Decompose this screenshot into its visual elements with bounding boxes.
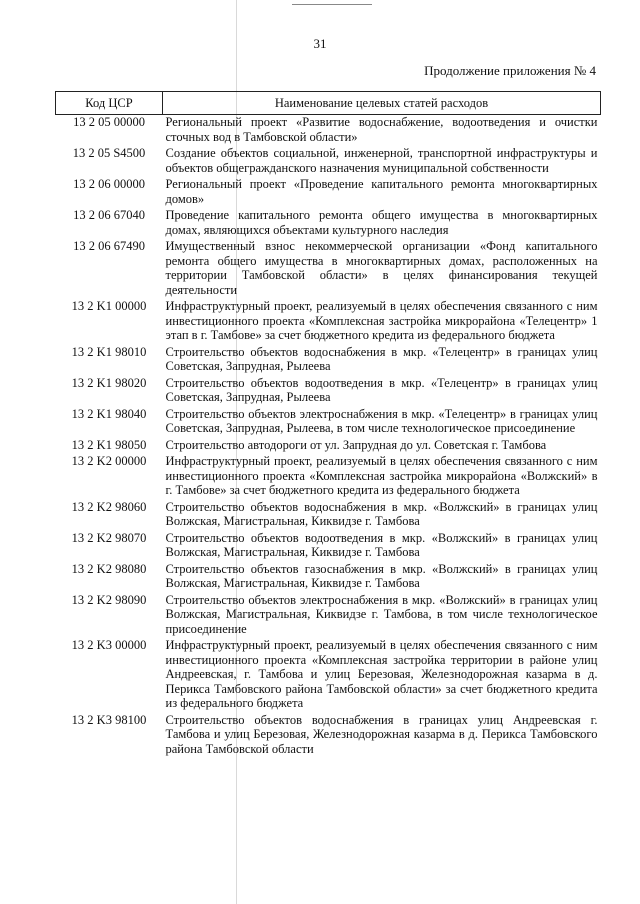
row-code: 13 2 K1 98050 bbox=[71, 437, 147, 452]
row-code: 13 2 K1 98040 bbox=[71, 406, 147, 421]
table-row bbox=[56, 593, 601, 639]
row-name: Строительство объектов электроснабжения в мкр. «Волжский» в границах улиц Волжская, Магистральная, Киквидзе г. Тамбова, в том числе технологическое присоединение bbox=[165, 592, 598, 636]
row-code: 13 2 06 00000 bbox=[73, 177, 145, 191]
row-name: Строительство объектов электроснабжения в мкр. «Телецентр» в границах улиц Советская, Запрудная, Рылеева, в том числе технологическое присоединение bbox=[165, 406, 598, 435]
row-name: Региональный проект «Развитие водоснабжение, водоотведения и очистки сточных вод в Тамбовской области» bbox=[165, 115, 598, 144]
page-number: 31 bbox=[313, 36, 327, 51]
table-row bbox=[56, 376, 601, 407]
row-code: 13 2 K2 00000 bbox=[71, 454, 147, 468]
row-code: 13 2 K1 00000 bbox=[71, 299, 147, 313]
table-row bbox=[56, 500, 601, 531]
row-name: Строительство объектов водоснабжения в мкр. «Волжский» в границах улиц Волжская, Магистральная, Киквидзе г. Тамбова bbox=[165, 499, 598, 528]
table-row bbox=[56, 239, 601, 299]
row-code: 13 2 K1 98010 bbox=[71, 344, 147, 359]
row-code: 13 2 06 67490 bbox=[73, 239, 145, 253]
row-name: Строительство автодороги от ул. Запрудная до ул. Советская г. Тамбова bbox=[165, 437, 547, 452]
row-name: Инфраструктурный проект, реализуемый в целях обеспечения связанного с ним инвестиционного проекта «Комплексная застройка микрорайона «Волжский» в г. Тамбове» за счет бюджетного кредита из федерального бюджета bbox=[165, 454, 598, 497]
row-code: 13 2 K2 98080 bbox=[71, 561, 147, 576]
row-code: 13 2 K1 98020 bbox=[71, 375, 147, 390]
row-name: Строительство объектов водоснабжения в мкр. «Телецентр» в границах улиц Советская, Запрудная, Рылеева bbox=[165, 344, 598, 373]
top-edge-line bbox=[292, 4, 372, 5]
row-code: 13 2 K3 00000 bbox=[71, 638, 147, 652]
row-name: Инфраструктурный проект, реализуемый в целях обеспечения связанного с ним инвестиционного проекта «Комплексная застройка территории в районе улиц Андреевская, г. Тамбова и улиц Березовая, Железнодорожная казарма в д. Перикса Тамбовского района Тамбовской области» за счет бюджетного кредита из федерального бюджета bbox=[165, 638, 598, 710]
table-row bbox=[56, 438, 601, 455]
row-name: Создание объектов социальной, инженерной, транспортной инфраструктуры и объектов общегражданского назначения муниципальной собственности bbox=[165, 146, 598, 175]
table-row bbox=[56, 713, 601, 759]
table-header-row bbox=[56, 92, 601, 115]
row-name: Строительство объектов водоотведения в мкр. «Волжский» в границах улиц Волжская, Магистральная, Киквидзе г. Тамбова bbox=[165, 530, 598, 559]
budget-items-table bbox=[55, 91, 601, 758]
row-name: Строительство объектов водоотведения в мкр. «Телецентр» в границах улиц Советская, Запрудная, Рылеева bbox=[165, 375, 598, 404]
row-code: 13 2 05 S4500 bbox=[72, 146, 146, 160]
table-body bbox=[56, 115, 601, 759]
table-row bbox=[56, 208, 601, 239]
row-code: 13 2 06 67040 bbox=[73, 208, 145, 222]
table-row bbox=[56, 562, 601, 593]
table-row bbox=[56, 454, 601, 500]
row-name: Строительство объектов газоснабжения в мкр. «Волжский» в границах улиц Волжская, Магистральная, Киквидзе г. Тамбова bbox=[165, 561, 598, 590]
row-name: Строительство объектов водоснабжения в границах улиц Андреевская г. Тамбова и улиц Березовая, Железнодорожная казарма в д. Перикса Тамбовского района Тамбовской области bbox=[165, 712, 598, 756]
table-row bbox=[56, 115, 601, 147]
table-row bbox=[56, 407, 601, 438]
table-row bbox=[56, 638, 601, 713]
row-code: 13 2 K3 98100 bbox=[71, 712, 147, 727]
row-code: 13 2 05 00000 bbox=[73, 115, 145, 129]
row-name: Проведение капитального ремонта общего имущества в многоквартирных домах, являющихся объектами культурного наследия bbox=[165, 208, 598, 237]
row-name: Инфраструктурный проект, реализуемый в целях обеспечения связанного с ним инвестиционного проекта «Комплексная застройка микрорайона «Телецентр» 1 этап в г. Тамбове» за счет бюджетного кредита из федерального бюджета bbox=[165, 299, 598, 342]
table-row bbox=[56, 146, 601, 177]
table-row bbox=[56, 299, 601, 345]
table-row bbox=[56, 177, 601, 208]
row-code: 13 2 K2 98090 bbox=[71, 592, 147, 607]
row-code: 13 2 K2 98070 bbox=[71, 530, 147, 545]
header-name: Наименование целевых статей расходов bbox=[163, 92, 601, 115]
header-code: Код ЦСР bbox=[56, 92, 163, 115]
appendix-continuation: Продолжение приложения № 4 bbox=[424, 63, 596, 78]
row-name: Региональный проект «Проведение капитального ремонта многоквартирных домов» bbox=[165, 177, 598, 206]
table-row bbox=[56, 531, 601, 562]
row-code: 13 2 K2 98060 bbox=[71, 499, 147, 514]
row-name: Имущественный взнос некоммерческой организации «Фонд капитального ремонта общего имущества в многоквартирных домах, расположенных на территории Тамбовской области» в целях финансирования текущей деятельности bbox=[165, 239, 598, 297]
table-row bbox=[56, 345, 601, 376]
